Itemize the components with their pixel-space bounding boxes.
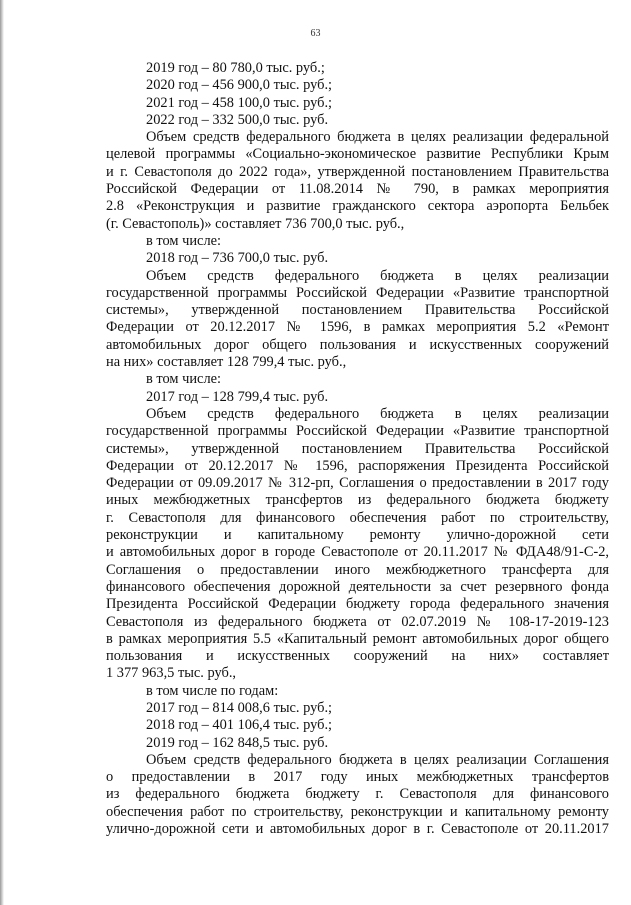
text-line: в рамках мероприятия 5.5 «Капитальный ремонт автомобильных дорог общего [106, 630, 609, 647]
text-line: в том числе по годам: [146, 682, 279, 699]
text-line: Федерации от 09.09.2017 № 312-рп, Соглашения о предоставлении в 2017 году [106, 475, 609, 492]
text-line: 2017 год – 128 799,4 тыс. руб. [146, 388, 329, 405]
text-line: в том числе: [146, 232, 222, 249]
text-line: 2019 год – 162 848,5 тыс. руб. [146, 734, 329, 751]
text-line: 2018 год – 736 700,0 тыс. руб. [146, 250, 329, 267]
text-line: Объем средств федерального бюджета в целях реализации [146, 405, 609, 422]
text-line: Президента Российской Федерации бюджету города федерального значения [106, 596, 609, 613]
text-line: и г. Севастополя до 2022 года», утвержденной постановлением Правительства [106, 163, 609, 180]
text-line: 2021 год – 458 100,0 тыс. руб.; [146, 94, 333, 111]
text-line: пользования и искусственных сооружений на них» составляет [106, 648, 609, 665]
text-line: г. Севастополя для финансового обеспечения работ по строительству, [106, 509, 609, 526]
text-line: финансового обеспечения дорожной деятельности за счет резервного фонда [106, 578, 609, 595]
text-line: 2018 год – 401 106,4 тыс. руб.; [146, 717, 333, 734]
text-line: улично-дорожной сети и автомобильных дорог в г. Севастополе от 20.11.2017 [106, 821, 609, 838]
text-line: 2019 год – 80 780,0 тыс. руб.; [146, 60, 325, 76]
text-line: Соглашения о предоставлении иного межбюджетного трансферта для [106, 561, 609, 578]
text-line: реконструкции и капитальному ремонту улично-дорожной сети [106, 527, 609, 544]
text-line: о предоставлении в 2017 году иных межбюджетных трансфертов [106, 769, 609, 786]
text-line: 2017 год – 814 008,6 тыс. руб.; [146, 699, 333, 716]
text-line: в том числе: [146, 371, 222, 388]
text-line: Федерации от 20.12.2017 № 1596, распоряжения Президента Российской [106, 457, 609, 474]
text-line: системы», утвержденной постановлением Правительства Российской [106, 440, 609, 457]
text-line: 2.8 «Реконструкция и развитие гражданского сектора аэропорта Бельбек [106, 198, 609, 215]
text-line: Объем средств федерального бюджета в целях реализации [146, 267, 609, 284]
document-body [106, 60, 609, 838]
text-line: из федерального бюджета бюджету г. Севастополя для финансового [106, 786, 609, 803]
text-line: Объем средств федерального бюджета в целях реализации федеральной [146, 129, 609, 146]
text-line: системы», утвержденной постановлением Правительства Российской [106, 302, 609, 319]
text-line: Российской Федерации от 11.08.2014 № 790, в рамках мероприятия [106, 181, 609, 198]
text-line: государственной программы Российской Федерации «Развитие транспортной [106, 423, 609, 440]
text-line: обеспечения работ по строительству, реконструкции и капитальному ремонту [106, 803, 609, 820]
text-line: автомобильных дорог общего пользования и искусственных сооружений [106, 336, 609, 353]
page-number: 63 [310, 28, 321, 39]
text-line: государственной программы Российской Федерации «Развитие транспортной [106, 284, 609, 301]
text-line: иных межбюджетных трансфертов из федерального бюджета бюджету [106, 492, 609, 509]
text-line: 2022 год – 332 500,0 тыс. руб. [146, 111, 329, 128]
text-line: и автомобильных дорог в городе Севастополе от 20.11.2017 № ФДА48/91-С-2, [106, 544, 609, 561]
text-line: Объем средств федерального бюджета в целях реализации Соглашения [146, 751, 609, 768]
text-line: целевой программы «Социально-экономическое развитие Республики Крым [106, 146, 609, 163]
text-line: на них» составляет 128 799,4 тыс. руб., [106, 354, 347, 371]
text-line: 1 377 963,5 тыс. руб., [106, 665, 237, 682]
text-line: Федерации от 20.12.2017 № 1596, в рамках мероприятия 5.2 «Ремонт [106, 319, 609, 336]
text-line: (г. Севастополь)» составляет 736 700,0 тыс. руб., [106, 215, 405, 232]
text-line: 2020 год – 456 900,0 тыс. руб.; [146, 77, 333, 94]
scan-edge-shadow [0, 0, 4, 905]
text-line: Севастополя из федерального бюджета от 02.07.2019 № 108-17-2019-123 [106, 613, 609, 630]
